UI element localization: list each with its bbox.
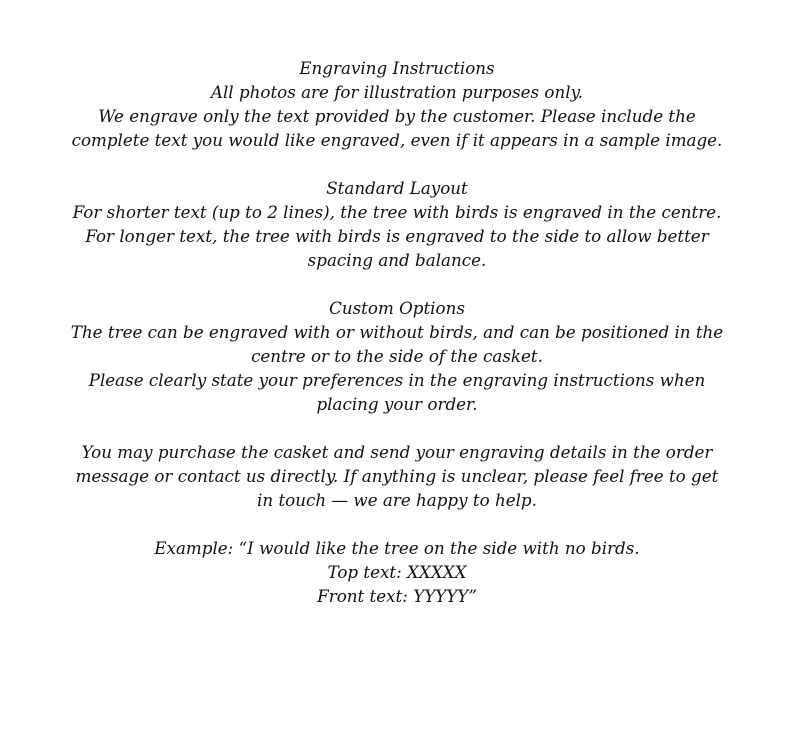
text-line: For shorter text (up to 2 lines), the tree with birds is engraved in the centre. [72,203,722,223]
example-top-text: Top text: XXXXX [327,563,467,583]
text-line: We engrave only the text provided by the customer. Please include the [98,107,696,127]
contact-section [0,441,794,513]
example-line: Example: “I would like the tree on the side with no birds. [154,539,640,559]
engraving-instructions-document [0,57,794,609]
text-line: in touch — we are happy to help. [257,491,537,511]
text-line: The tree can be engraved with or without birds, and can be positioned in the [70,323,724,343]
text-line: For longer text, the tree with birds is engraved to the side to allow better [85,227,709,247]
text-line: message or contact us directly. If anything is unclear, please feel free to get [75,467,719,487]
text-line: spacing and balance. [307,251,487,271]
text-line: placing your order. [316,395,478,415]
example-section [0,537,794,609]
text-line: You may purchase the casket and send your engraving details in the order [81,443,713,463]
text-line: centre or to the side of the casket. [251,347,543,367]
text-line: complete text you would like engraved, even if it appears in a sample image. [71,131,723,151]
text-line: Please clearly state your preferences in the engraving instructions when [88,371,706,391]
intro-section [0,57,794,153]
standard-layout-section [0,177,794,273]
example-front-text: Front text: YYYYY” [317,587,477,607]
section-heading: Standard Layout [326,179,468,199]
custom-options-section [0,297,794,417]
document-title: Engraving Instructions [299,59,495,79]
section-heading: Custom Options [329,299,465,319]
text-line: All photos are for illustration purposes only. [210,83,584,103]
